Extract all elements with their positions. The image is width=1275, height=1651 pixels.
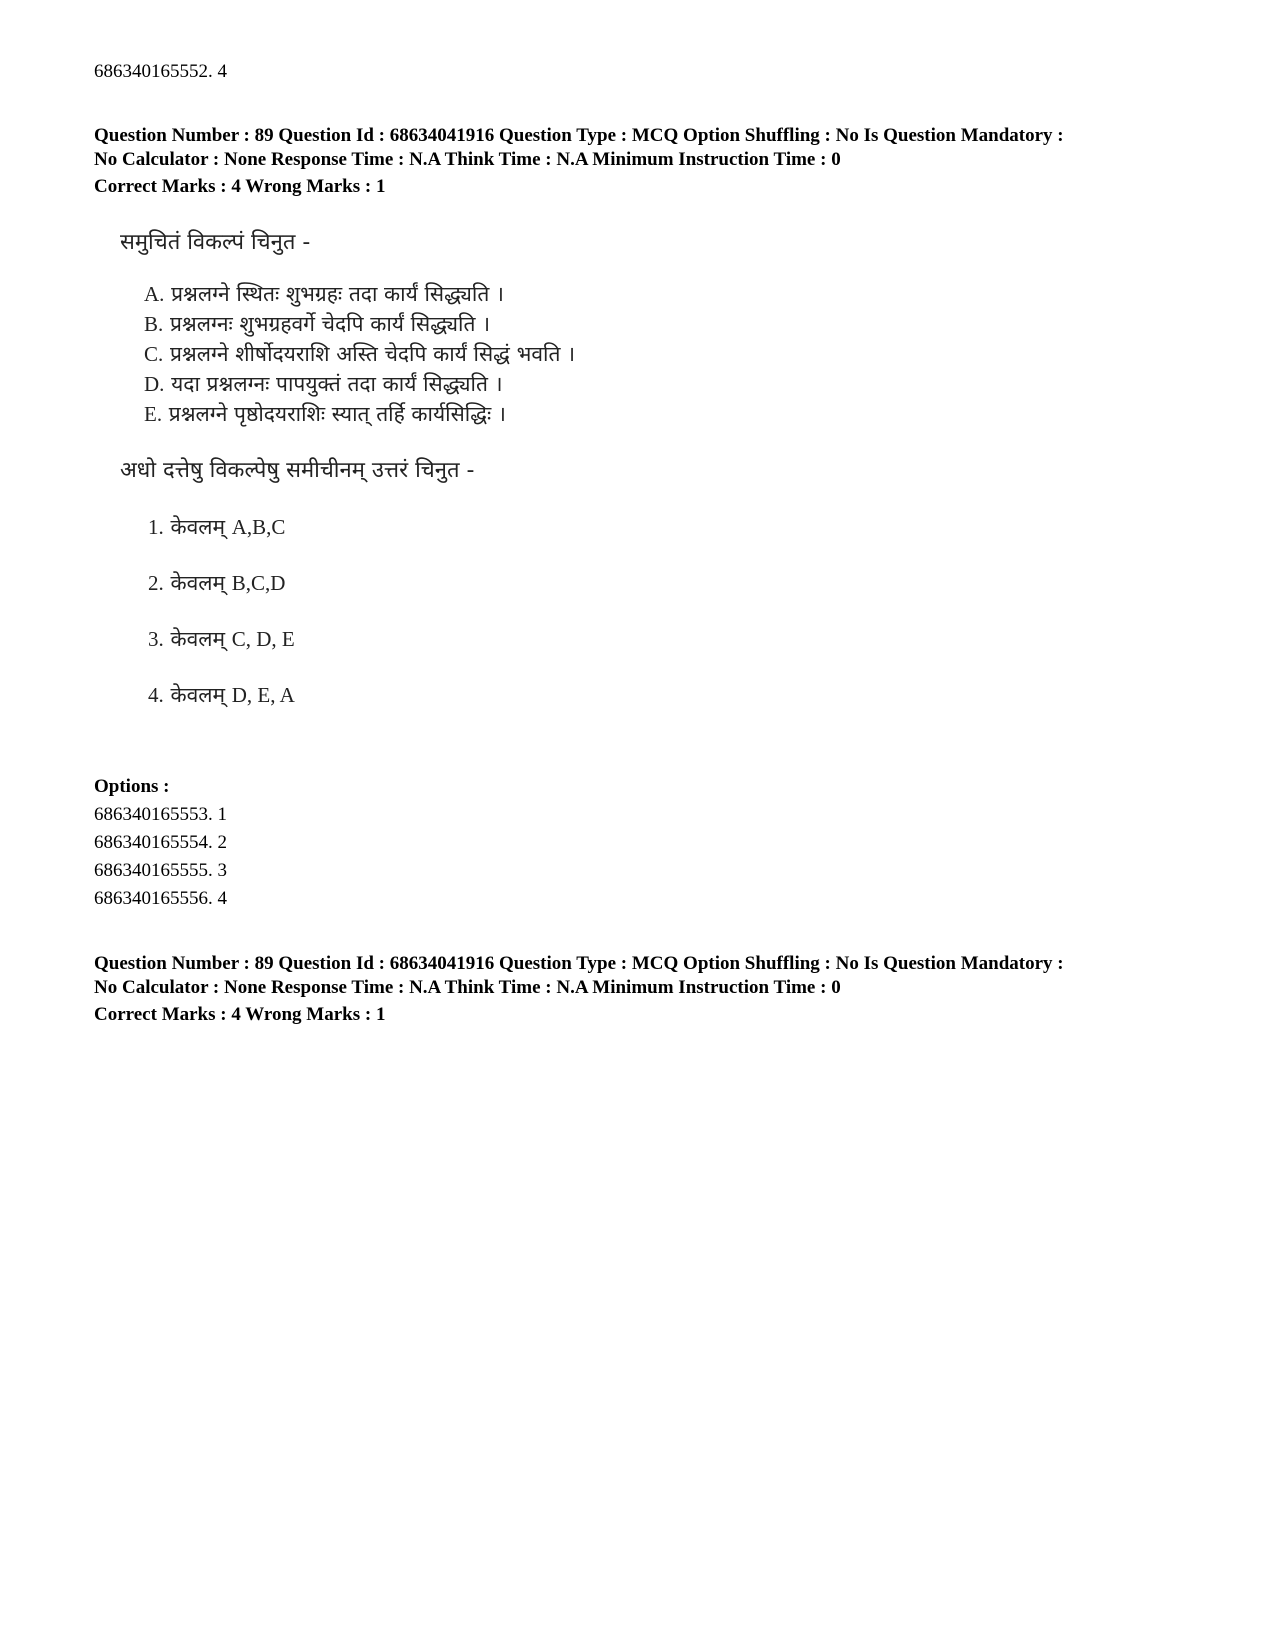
- statement-c: [144, 340, 575, 368]
- statement-label: E.: [144, 402, 163, 426]
- option-item: 686340165553. 1: [94, 804, 227, 825]
- choice-letters: C, D, E: [231, 627, 295, 651]
- statement-d: [144, 370, 503, 398]
- statement-text: प्रश्नलग्नः शुभग्रहवर्गे चेदपि कार्यं सिद्ध्यति ।: [169, 312, 491, 336]
- question-image: [118, 228, 678, 748]
- statement-e: [144, 400, 506, 428]
- question-prompt: समुचितं विकल्पं चिनुत -: [120, 230, 311, 255]
- option-item: 686340165555. 3: [94, 860, 227, 881]
- choice-word: केवलम्: [170, 515, 226, 539]
- choice-2: [148, 568, 285, 598]
- question-instruction: अधो दत्तेषु विकल्पेषु समीचीनम् उत्तरं चिनुत -: [120, 458, 475, 483]
- statement-text: प्रश्नलग्ने पृष्ठोदयराशिः स्यात् तर्हि कार्यसिद्धिः ।: [168, 402, 506, 426]
- choice-1: [148, 512, 285, 542]
- choice-4: [148, 680, 295, 710]
- question-meta-line-2: No Calculator : None Response Time : N.A Think Time : N.A Minimum Instruction Time : 0: [94, 977, 841, 998]
- choice-number: 2.: [148, 571, 164, 595]
- question-meta: [94, 124, 1214, 172]
- choice-number: 3.: [148, 627, 164, 651]
- question-meta-line-1: Question Number : 89 Question Id : 68634041916 Question Type : MCQ Option Shuffling : No Is Question Mandatory :: [94, 125, 1064, 146]
- choice-word: केवलम्: [170, 683, 226, 707]
- option-item: 686340165556. 4: [94, 888, 227, 909]
- statement-a: [144, 280, 504, 308]
- choice-3: [148, 624, 295, 654]
- question-meta-line-1: Question Number : 89 Question Id : 68634041916 Question Type : MCQ Option Shuffling : No Is Question Mandatory :: [94, 953, 1064, 974]
- choice-number: 4.: [148, 683, 164, 707]
- choice-word: केवलम्: [170, 627, 226, 651]
- option-item: 686340165554. 2: [94, 832, 227, 853]
- choice-letters: D, E, A: [231, 683, 295, 707]
- previous-option-line: 686340165552. 4: [94, 61, 227, 82]
- statement-text: प्रश्नलग्ने स्थितः शुभग्रहः तदा कार्यं सिद्ध्यति ।: [171, 282, 504, 306]
- statement-text: प्रश्नलग्ने शीर्षोदयराशि अस्ति चेदपि कार्यं सिद्धं भवति ।: [169, 342, 576, 366]
- statement-b: [144, 310, 490, 338]
- next-question-meta: [94, 952, 1214, 1000]
- statement-label: A.: [144, 282, 165, 306]
- choice-word: केवलम्: [170, 571, 226, 595]
- question-marks: Correct Marks : 4 Wrong Marks : 1: [94, 176, 386, 197]
- statement-label: D.: [144, 372, 165, 396]
- question-meta-line-2: No Calculator : None Response Time : N.A Think Time : N.A Minimum Instruction Time : 0: [94, 149, 841, 170]
- next-question-marks: Correct Marks : 4 Wrong Marks : 1: [94, 1004, 386, 1025]
- statement-label: B.: [144, 312, 164, 336]
- statement-label: C.: [144, 342, 164, 366]
- choice-letters: A,B,C: [231, 515, 286, 539]
- statement-text: यदा प्रश्नलग्नः पापयुक्तं तदा कार्यं सिद्ध्यति ।: [171, 372, 503, 396]
- choice-number: 1.: [148, 515, 164, 539]
- options-title: Options :: [94, 776, 170, 797]
- choice-letters: B,C,D: [231, 571, 286, 595]
